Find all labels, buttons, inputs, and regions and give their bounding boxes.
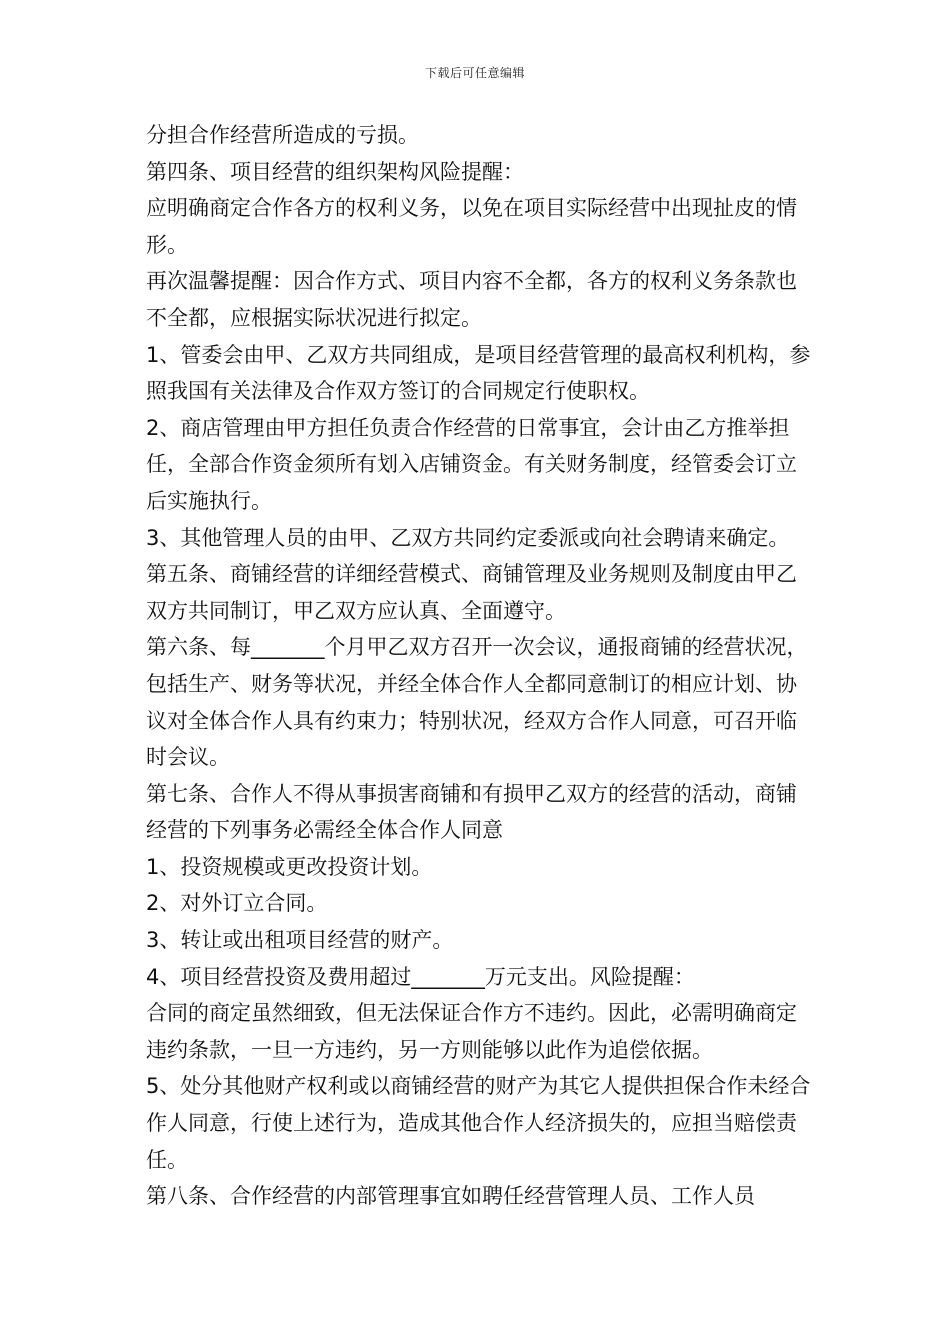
list-item: 1、管委会由甲、乙双方共同组成，是项目经营管理的最高权利机构，参照我国有关法律及合作双方签订的合同规定行使职权。 — [146, 342, 811, 404]
list-item: 3、转让或出租项目经营的财产。 — [146, 928, 454, 953]
paragraph: 再次温馨提醒：因合作方式、项目内容不全都，各方的权利义务条款也不全都，应根据实际状况进行拟定。 — [146, 269, 797, 330]
section-heading: 第六条、每_______个月甲乙双方召开一次会议，通报商铺的经营状况，包括生产、财务等状况，并经全体合作人全都同意制订的相应计划、协议对全体合作人具有约束力；特别状况，经双方合作人同意，可召开临时会议。 — [146, 635, 808, 770]
list-item: 2、商店管理由甲方担任负责合作经营的日常事宜，会计由乙方推举担任，全部合作资金须所有划入店铺资金。有关财务制度，经管委会订立后实施执行。 — [146, 415, 797, 513]
list-item: 2、对外订立合同。 — [146, 891, 328, 916]
list-item: 3、其他管理人员的由甲、乙双方共同约定委派或向社会聘请来确定。 — [146, 525, 790, 550]
paragraph: 合同的商定虽然细致，但无法保证合作方不违约。因此，必需明确商定违约条款，一旦一方违约，另一方则能够以此作为追偿依据。 — [146, 1001, 797, 1062]
list-item: 4、项目经营投资及费用超过_______万元支出。风险提醒： — [146, 964, 695, 989]
section-heading: 第八条、合作经营的内部管理事宜如聘任经营管理人员、工作人员 — [146, 1184, 755, 1209]
section-heading: 第四条、项目经营的组织架构风险提醒： — [146, 159, 524, 184]
section-heading: 第七条、合作人不得从事损害商铺和有损甲乙双方的经营的活动，商铺经营的下列事务必需经全体合作人同意 — [146, 781, 797, 843]
paragraph: 分担合作经营所造成的亏损。 — [146, 123, 419, 147]
page-header: 下载后可任意编辑 — [424, 66, 525, 80]
paragraph: 应明确商定合作各方的权利义务，以免在项目实际经营中出现扯皮的情形。 — [146, 196, 797, 257]
section-heading: 第五条、商铺经营的详细经营模式、商铺管理及业务规则及制度由甲乙双方共同制订，甲乙双方应认真、全面遵守。 — [146, 562, 797, 623]
document-body — [146, 117, 812, 1215]
list-item: 5、处分其他财产权利或以商铺经营的财产为其它人提供担保合作未经合作人同意，行使上述行为，造成其他合作人经济损失的，应担当赔偿责任。 — [146, 1074, 811, 1172]
list-item: 1、投资规模或更改投资计划。 — [146, 854, 433, 879]
